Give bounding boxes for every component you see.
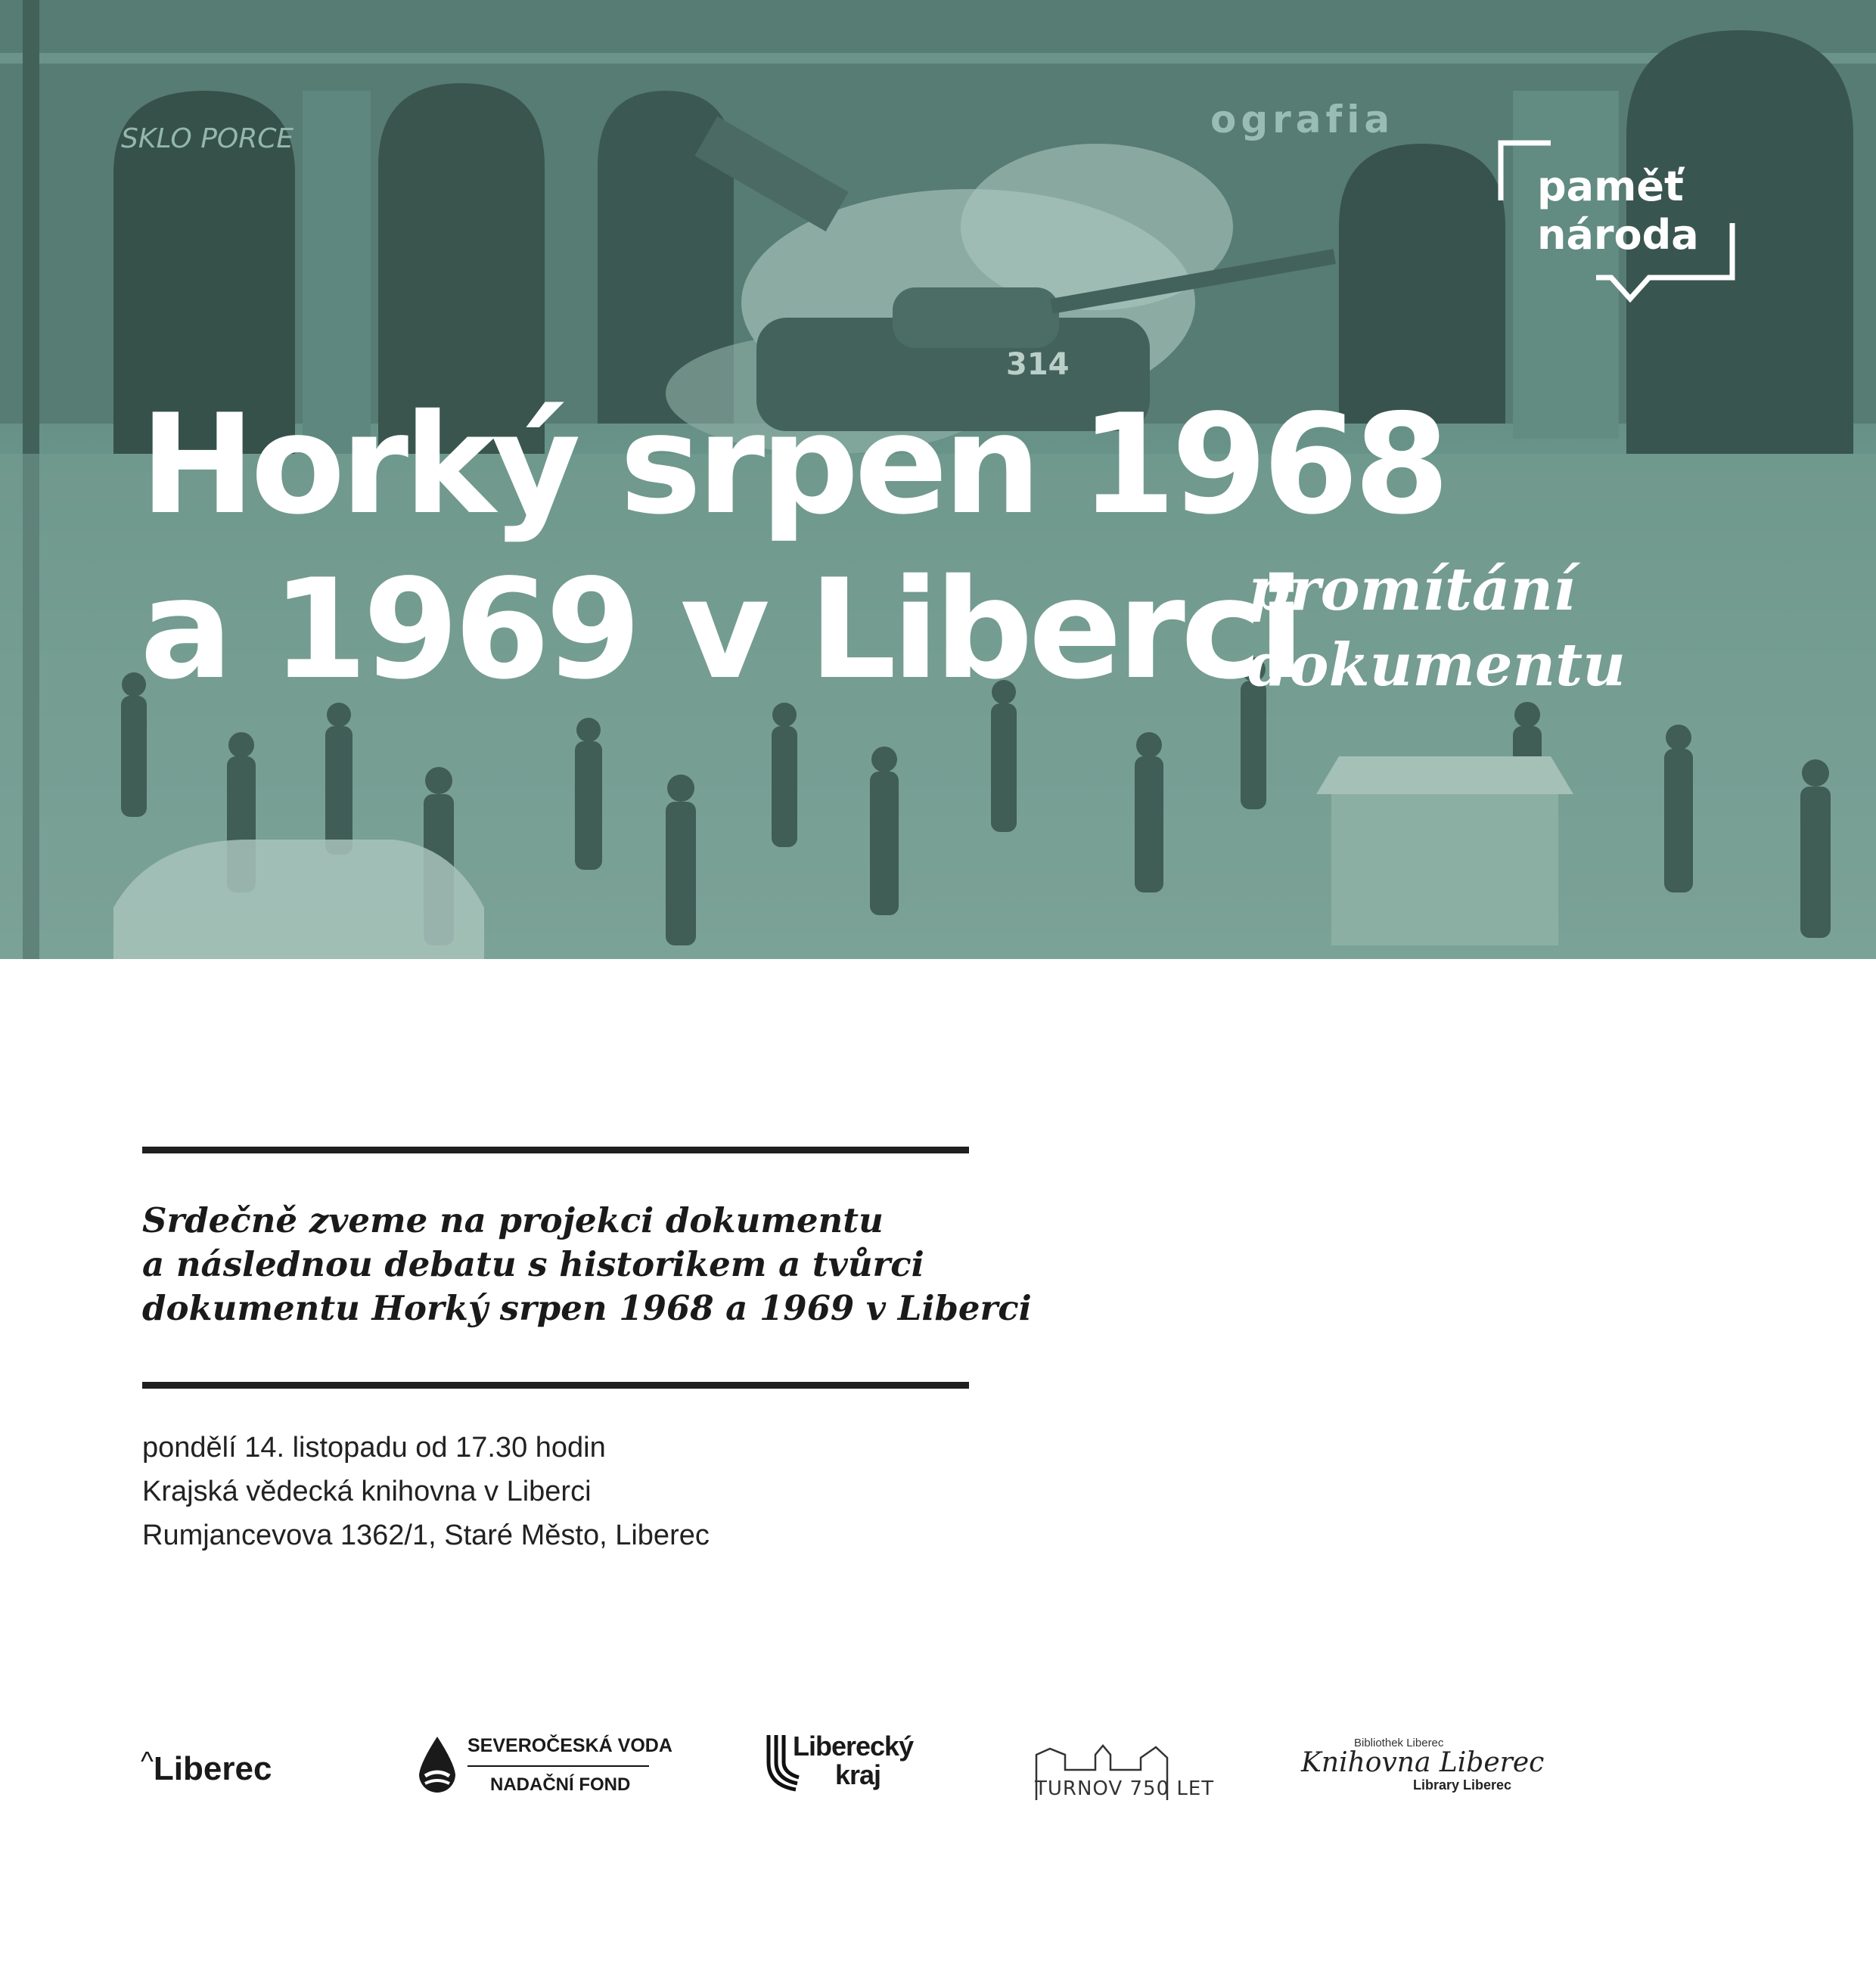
turnov-750-logo [1035,1732,1215,1808]
divider-top [142,1147,969,1153]
invitation-line-3: dokumentu Horký srpen 1968 a 1969 v Liberci [142,1288,1032,1328]
subtitle-line-1: promítání [1248,555,1576,624]
kraj-line-2: kraj [835,1759,881,1790]
tank-number: 314 [1006,347,1070,382]
knihovna-small: Bibliothek Liberec [1354,1737,1444,1749]
caret-mark: ^ [141,1746,154,1777]
hero-photo-section [0,0,1876,959]
kraj-line-1: Liberecký [793,1731,914,1762]
knihovna-liberec-logo [1301,1737,1543,1797]
pamet-naroda-logo [1498,140,1740,303]
liberec-city-logo [141,1746,272,1788]
knihovna-english: Library Liberec [1413,1777,1512,1793]
turnov-text: TURNOV 750 LET [1035,1777,1215,1800]
severoceska-voda-logo [415,1732,672,1800]
event-address: Rumjancevova 1362/1, Staré Město, Liberec [142,1520,710,1551]
shop-sign-right: ografia [1210,98,1395,141]
voda-line-1: SEVEROČESKÁ VODA [467,1735,672,1756]
event-subtitle [1248,552,1626,703]
event-date: pondělí 14. listopadu od 17.30 hodin [142,1432,606,1464]
voda-line-2: NADAČNÍ FOND [490,1774,631,1795]
logo-line-1: paměť [1537,163,1684,210]
voda-rule [467,1765,649,1767]
shop-sign-left: SKLO PORCE [121,123,294,154]
invitation-line-2: a následnou debatu s historikem a tvůrci [142,1244,924,1284]
logo-line-2: národa [1537,211,1699,259]
liberecky-kraj-logo [766,1732,932,1800]
invitation-line-1: Srdečně zveme na projekci dokumentu [142,1200,884,1240]
event-venue: Krajská vědecká knihovna v Liberci [142,1476,592,1507]
liberec-name: Liberec [153,1750,272,1787]
event-details [142,1426,710,1557]
title-line-1: Horký srpen 1968 [140,384,1446,545]
knihovna-name: Knihovna Liberec [1301,1747,1545,1778]
title-line-2: a 1969 v Liberci [140,549,1301,709]
invitation-text [142,1199,1032,1330]
divider-bottom [142,1382,969,1389]
subtitle-line-2: dokumentu [1248,631,1626,700]
water-drop-icon [415,1735,460,1796]
